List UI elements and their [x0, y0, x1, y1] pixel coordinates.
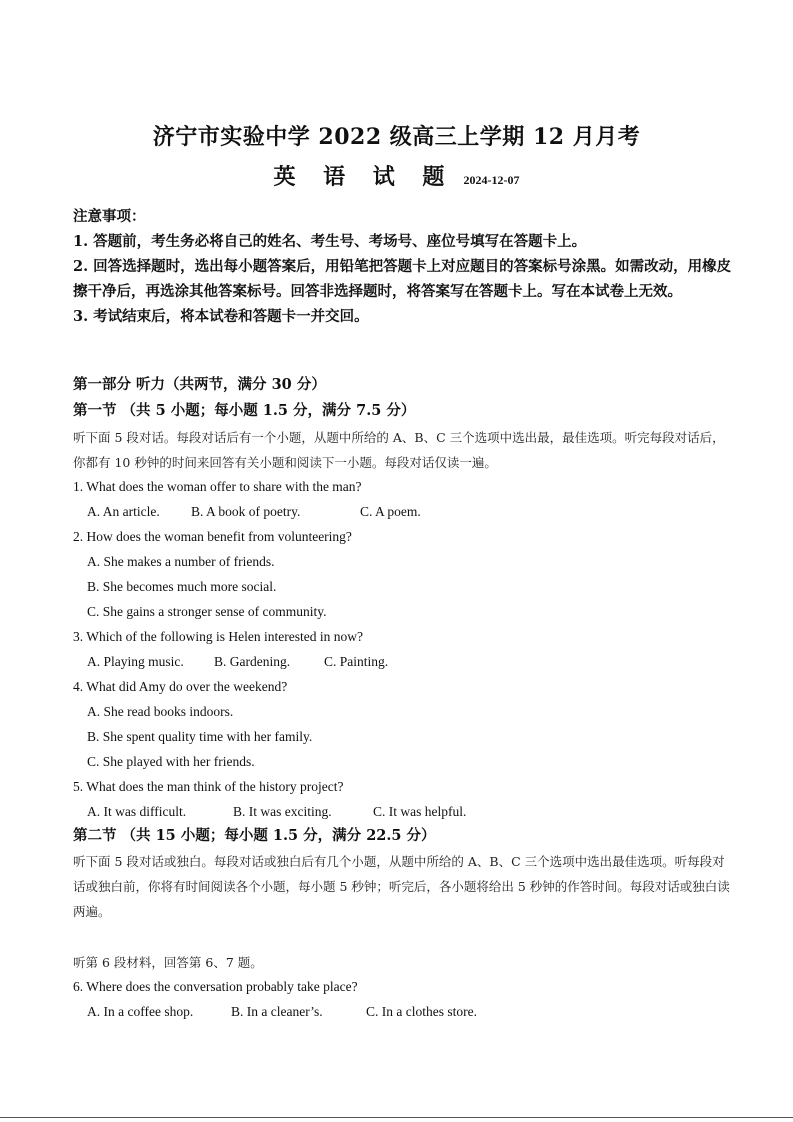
section1-instruction: 听下面 5 段对话。每段对话后有一个小题，从题中所给的 A、B、C 三个选项中选出最，最佳选项。听完每段对话后，你都有 10 秒钟的时间来回答有关小题和阅读下一小题。每段对话仅读一遍。 [73, 430, 725, 470]
notice-heading: 注意事项： [73, 208, 146, 225]
subject-title: 英 语 试 题 [273, 164, 455, 190]
notice-item: 3. 考试结束后，将本试卷和答题卡一并交回。 [73, 308, 369, 325]
question-stem: 1. What does the woman offer to share with the man? [73, 479, 362, 494]
notice-item: 2. 回答选择题时，选出每小题答案后，用铅笔把答题卡上对应题目的答案标号涂黑。如需改动，用橡皮擦干净后，再选涂其他答案标号。回答非选择题时，将答案写在答题卡上。写在本试卷上无效。 [73, 258, 732, 300]
option: B. Gardening. [214, 654, 291, 669]
question-stem: 3. Which of the following is Helen interested in now? [73, 629, 363, 644]
option: C. She gains a stronger sense of community. [87, 604, 327, 619]
section2-instruction: 听下面 5 段对话或独白。每段对话或独白后有几个小题，从题中所给的 A、B、C 三个选项中选出最佳选项。听每段对话或独白前，你将有时间阅读各个小题，每小题 5 秒钟；听完后，各小题将给出 5 秒钟的作答时间。每段对话或独白读两遍。 [73, 854, 730, 919]
exam-date: 2024-12-07 [463, 173, 520, 187]
option: C. In a clothes store. [366, 1004, 477, 1019]
option: A. She makes a number of friends. [87, 554, 275, 569]
question-stem: 6. Where does the conversation probably take place? [73, 979, 358, 994]
section2-title: 第二节 （共 15 小题；每小题 1.5 分，满分 22.5 分） [73, 827, 436, 844]
question-stem: 5. What does the man think of the history project? [73, 779, 344, 794]
option: A. In a coffee shop. [87, 1004, 194, 1019]
option: C. It was helpful. [373, 804, 467, 819]
notice-block [73, 204, 733, 329]
option: A. Playing music. [87, 654, 184, 669]
notice-item: 1. 答题前，考生务必将自己的姓名、考生号、考场号、座位号填写在答题卡上。 [73, 233, 587, 250]
part1-title: 第一部分 听力（共两节，满分 30 分） [73, 376, 326, 393]
option: B. In a cleaner’s. [231, 1004, 323, 1019]
question-stem: 4. What did Amy do over the weekend? [73, 679, 288, 694]
option: A. An article. [87, 504, 160, 519]
material-note: 听第 6 段材料，回答第 6、7 题。 [73, 955, 263, 970]
option: A. She read books indoors. [87, 704, 234, 719]
page-bottom-rule [0, 1117, 793, 1118]
option: C. A poem. [360, 504, 421, 519]
option: B. She spent quality time with her family. [87, 729, 313, 744]
exam-title: 济宁市实验中学 2022 级高三上学期 12 月月考 [152, 124, 641, 150]
option: B. A book of poetry. [191, 504, 301, 519]
option: C. She played with her friends. [87, 754, 255, 769]
section1-title: 第一节 （共 5 小题；每小题 1.5 分，满分 7.5 分） [73, 402, 416, 419]
option: C. Painting. [324, 654, 389, 669]
option: A. It was difficult. [87, 804, 187, 819]
subject-line [0, 160, 793, 191]
option: B. It was exciting. [233, 804, 332, 819]
option: B. She becomes much more social. [87, 579, 277, 594]
question-stem: 2. How does the woman benefit from volunteering? [73, 529, 352, 544]
